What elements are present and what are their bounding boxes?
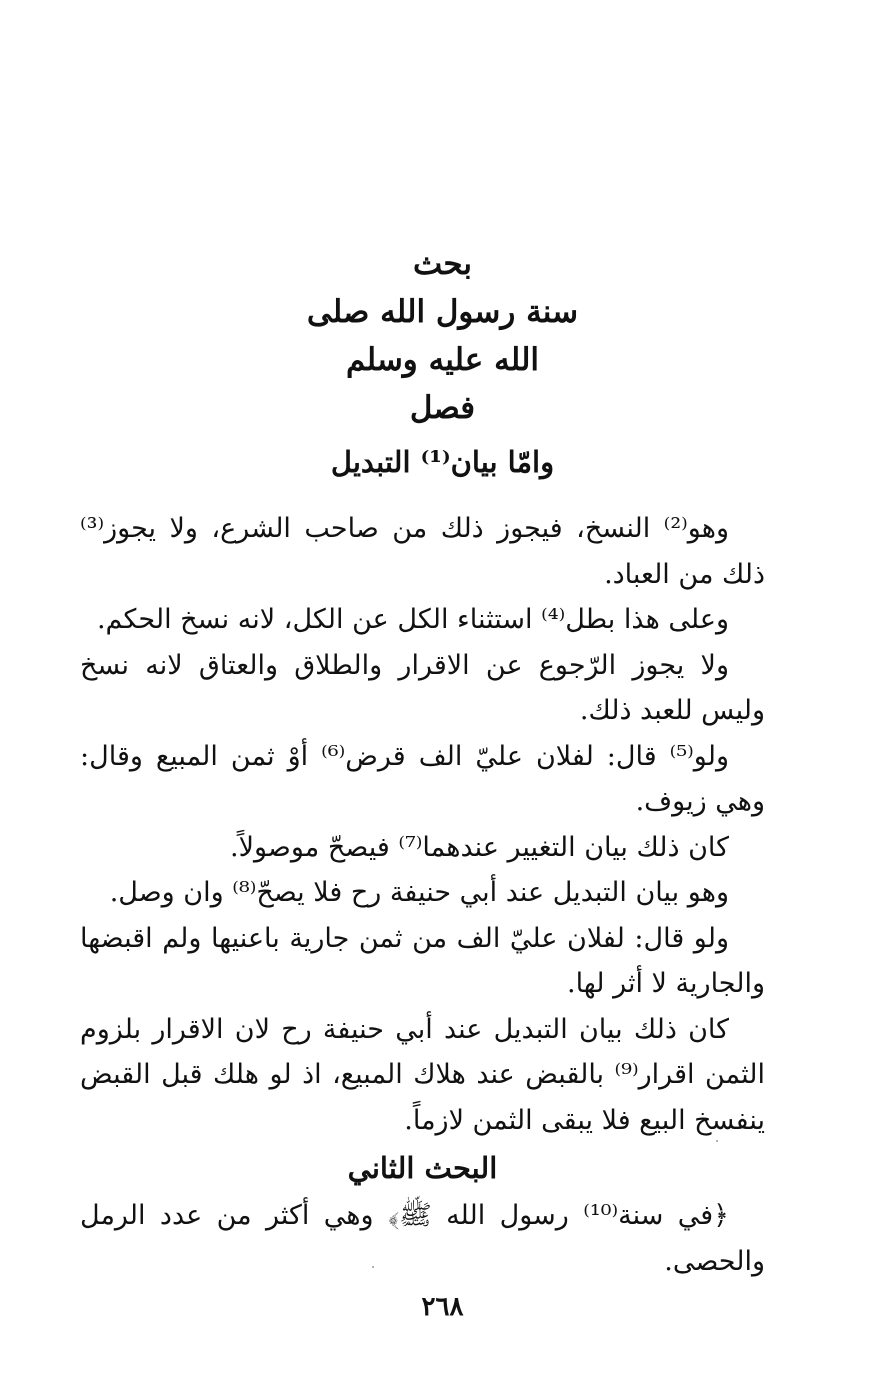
paragraph-7: ولو قال: لفلان عليّ الف من ثمن جارية باعنيها ولم اقبضها والجارية لا أثر لها. (80, 922, 765, 999)
paragraph-9: ﴿في سنة⁽¹⁰⁾ رسول الله ﷺ﴾ وهي أكثر من عدد الرمل والحصى. (80, 1200, 765, 1277)
body-text (80, 506, 765, 1284)
paragraph-6: وهو بيان التبديل عند أبي حنيفة رح فلا يصحّ⁽⁸⁾ وان وصل. (109, 877, 729, 908)
title-line-4: فصل (409, 390, 476, 426)
title-line-3: الله عليه وسلم (345, 342, 540, 378)
paragraph-5: كان ذلك بيان التغيير عندهما⁽⁷⁾ فيصحّ موصولاً. (230, 831, 729, 863)
title-line-1: بحث (412, 246, 473, 282)
paragraph-4: ولو⁽⁵⁾ قال: لفلان عليّ الف قرض⁽⁶⁾ أوْ ثمن المبيع وقال: وهي زيوف. (80, 740, 765, 817)
paragraph-3: ولا يجوز الرّجوع عن الاقرار والطلاق والعتاق لانه نسخ وليس للعبد ذلك. (80, 649, 765, 726)
scan-speck (372, 1266, 374, 1268)
page-number: ٢٦٨ (421, 1292, 464, 1322)
title-line-2: سنة رسول الله صلى (306, 294, 579, 330)
paragraph-8: كان ذلك بيان التبديل عند أبي حنيفة رح لان الاقرار بلزوم الثمن اقرار⁽⁹⁾ بالقبض عند هلاك المبيع، اذ لو هلك قبل القبض ينفسخ البيع فلا يبقى الثمن لازماً. (80, 1013, 765, 1136)
title-block (0, 240, 885, 484)
subheading: البحث الثاني (347, 1151, 498, 1185)
scan-speck (716, 1140, 718, 1142)
paragraph-1: وهو⁽²⁾ النسخ، فيجوز ذلك من صاحب الشرع، ولا يجوز⁽³⁾ ذلك من العباد. (80, 513, 765, 590)
paragraph-2: وعلى هذا بطل⁽⁴⁾ استثناء الكل عن الكل، لانه نسخ الحكم. (96, 604, 729, 635)
section-heading: وامّا بيان⁽¹⁾ التبديل (330, 445, 555, 479)
